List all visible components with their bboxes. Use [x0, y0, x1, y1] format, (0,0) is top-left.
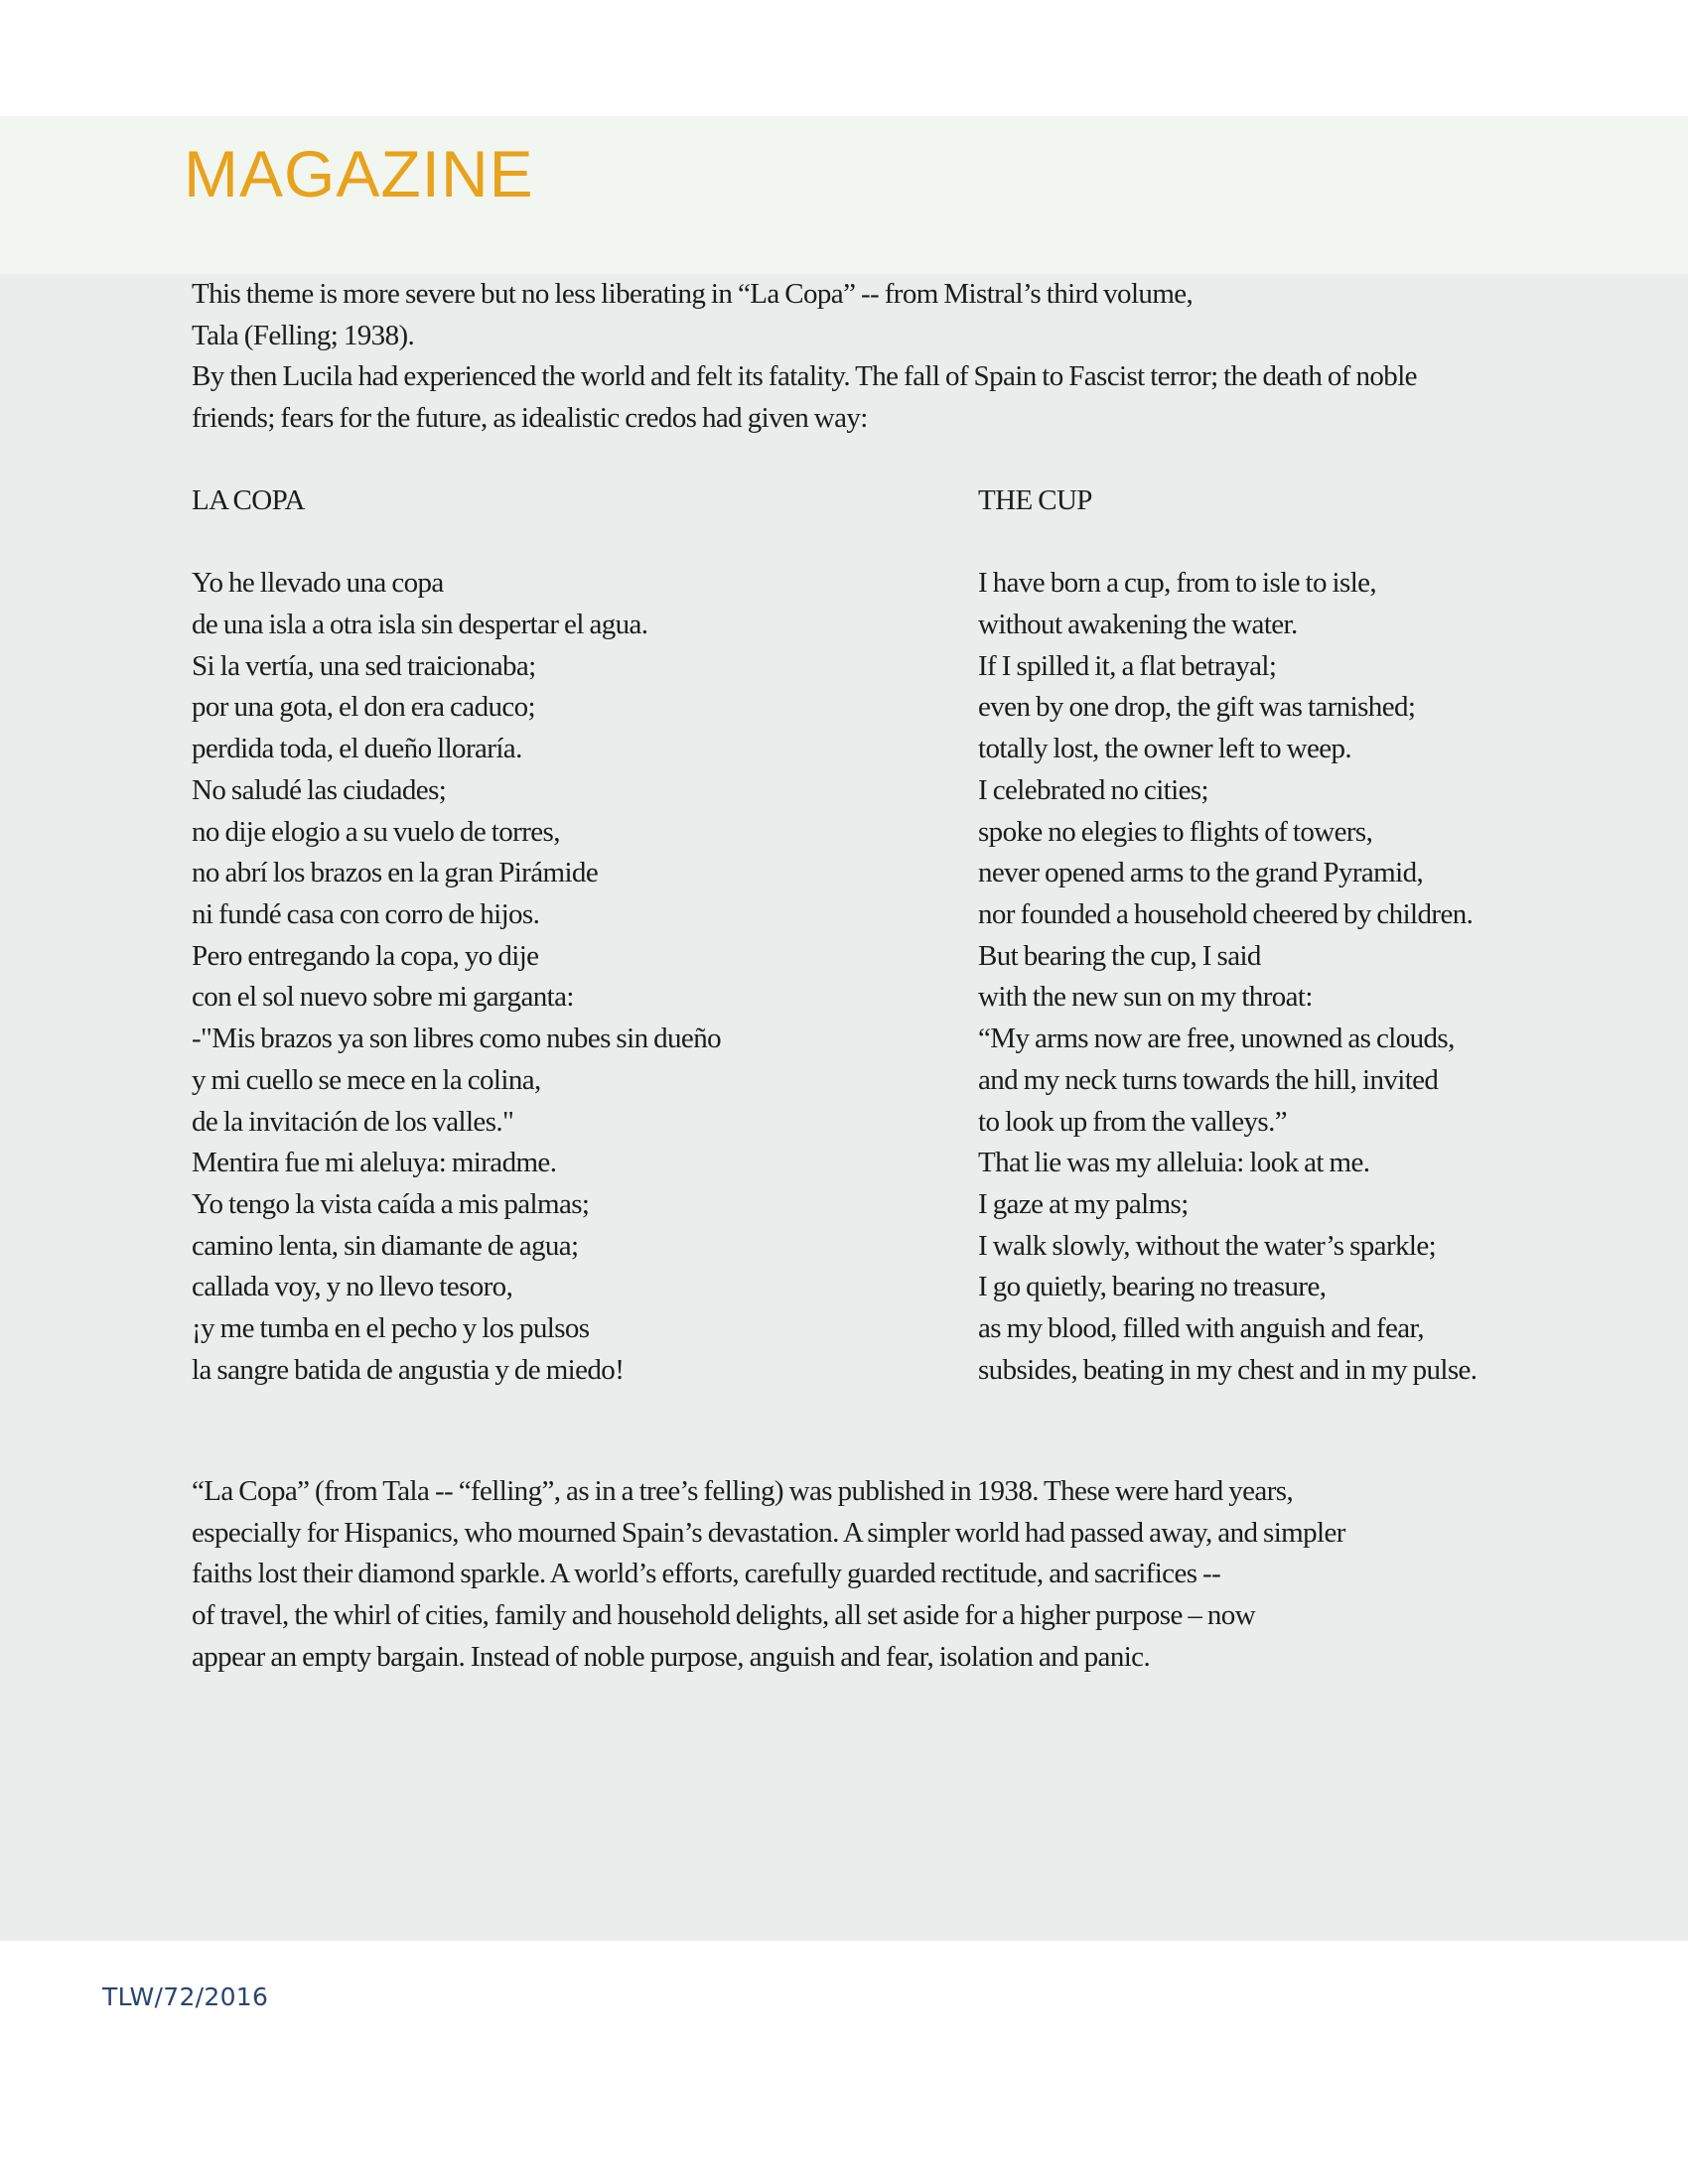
- poem-line: I walk slowly, without the water’s sparkle;: [978, 1229, 1437, 1262]
- intro-line: friends; fears for the future, as idealistic credos had given way:: [192, 402, 868, 435]
- closing-line: of travel, the whirl of cities, family and household delights, all set aside for a higher purpose – now: [192, 1599, 1256, 1632]
- poem-line: I go quietly, bearing no treasure,: [978, 1271, 1327, 1303]
- poem-title-spanish: LA COPA: [192, 484, 305, 516]
- poem-line: la sangre batida de angustia y de miedo!: [192, 1353, 625, 1386]
- poem-line: camino lenta, sin diamante de agua;: [192, 1229, 579, 1262]
- poem-line: without awakening the water.: [978, 609, 1298, 641]
- poem-line: with the new sun on my throat:: [978, 981, 1313, 1014]
- closing-line: especially for Hispanics, who mourned Spain’s devastation. A simpler world had passed away, and simpler: [192, 1516, 1345, 1549]
- stanza-gap: [978, 522, 1477, 564]
- poem-line: to look up from the valleys.”: [978, 1105, 1288, 1138]
- stanza-gap: [192, 522, 721, 564]
- poem-line: No saludé las ciudades;: [192, 773, 447, 806]
- poem-spanish-column: [192, 480, 721, 1391]
- poem-line: I gaze at my palms;: [978, 1187, 1189, 1220]
- poem-line: Si la vertía, una sed traicionaba;: [192, 649, 536, 682]
- intro-line: Tala (Felling; 1938).: [192, 319, 415, 351]
- poem-line: Pero entregando la copa, yo dije: [192, 939, 539, 972]
- poem-line: nor founded a household cheered by children.: [978, 898, 1474, 930]
- poem-line: ni fundé casa con corro de hijos.: [192, 898, 540, 930]
- poem-line: If I spilled it, a flat betrayal;: [978, 649, 1277, 682]
- poem-line: and my neck turns towards the hill, invited: [978, 1063, 1439, 1096]
- poem-line: y mi cuello se mece en la colina,: [192, 1063, 541, 1096]
- poem-line: Yo he llevado una copa: [192, 567, 444, 600]
- poem-line: never opened arms to the grand Pyramid,: [978, 857, 1424, 889]
- poem-line: perdida toda, el dueño lloraría.: [192, 733, 522, 765]
- poem-line: -"Mis brazos ya son libres como nubes sin dueño: [192, 1023, 721, 1055]
- closing-line: “La Copa” (from Tala -- “felling”, as in a tree’s felling) was published in 1938. These were hard years,: [192, 1475, 1294, 1507]
- intro-line: By then Lucila had experienced the world and felt its fatality. The fall of Spain to Fascist terror; the death of noble: [192, 360, 1417, 393]
- poem-line: Yo tengo la vista caída a mis palmas;: [192, 1187, 590, 1220]
- intro-paragraph: [192, 274, 1417, 440]
- intro-line: This theme is more severe but no less liberating in “La Copa” -- from Mistral’s third volume,: [192, 278, 1194, 310]
- poem-line: ¡y me tumba en el pecho y los pulsos: [192, 1312, 590, 1345]
- poem-line: de una isla a otra isla sin despertar el agua.: [192, 609, 648, 641]
- poem-line: as my blood, filled with anguish and fear,: [978, 1312, 1425, 1345]
- poem-line: spoke no elegies to flights of towers,: [978, 815, 1373, 848]
- magazine-masthead: MAGAZINE: [184, 137, 534, 210]
- poem-line: I celebrated no cities;: [978, 773, 1208, 806]
- poem-line: But bearing the cup, I said: [978, 939, 1261, 972]
- poem-line: no abrí los brazos en la gran Pirámide: [192, 857, 599, 889]
- poem-line: totally lost, the owner left to weep.: [978, 733, 1352, 765]
- issue-code: TLW/72/2016: [102, 1982, 269, 2011]
- poem-title-english: THE CUP: [978, 484, 1092, 516]
- poem-line: no dije elogio a su vuelo de torres,: [192, 815, 560, 848]
- poem-english-column: [978, 480, 1477, 1391]
- closing-paragraph: [192, 1471, 1345, 1679]
- closing-line: appear an empty bargain. Instead of noble purpose, anguish and fear, isolation and panic.: [192, 1640, 1151, 1673]
- poem-line: callada voy, y no llevo tesoro,: [192, 1271, 513, 1303]
- poem-line: even by one drop, the gift was tarnished;: [978, 691, 1416, 724]
- poem-line: Mentira fue mi aleluya: miradme.: [192, 1147, 557, 1179]
- poem-line: con el sol nuevo sobre mi garganta:: [192, 981, 574, 1014]
- poem-line: That lie was my alleluia: look at me.: [978, 1147, 1370, 1179]
- closing-line: faiths lost their diamond sparkle. A world’s efforts, carefully guarded rectitude, and sacrifices --: [192, 1558, 1221, 1590]
- poem-line: por una gota, el don era caduco;: [192, 691, 536, 724]
- poem-line: I have born a cup, from to isle to isle,: [978, 567, 1377, 600]
- poem-line: subsides, beating in my chest and in my pulse.: [978, 1353, 1477, 1386]
- poem-line: de la invitación de los valles.": [192, 1105, 514, 1138]
- poem-line: “My arms now are free, unowned as clouds,: [978, 1023, 1455, 1055]
